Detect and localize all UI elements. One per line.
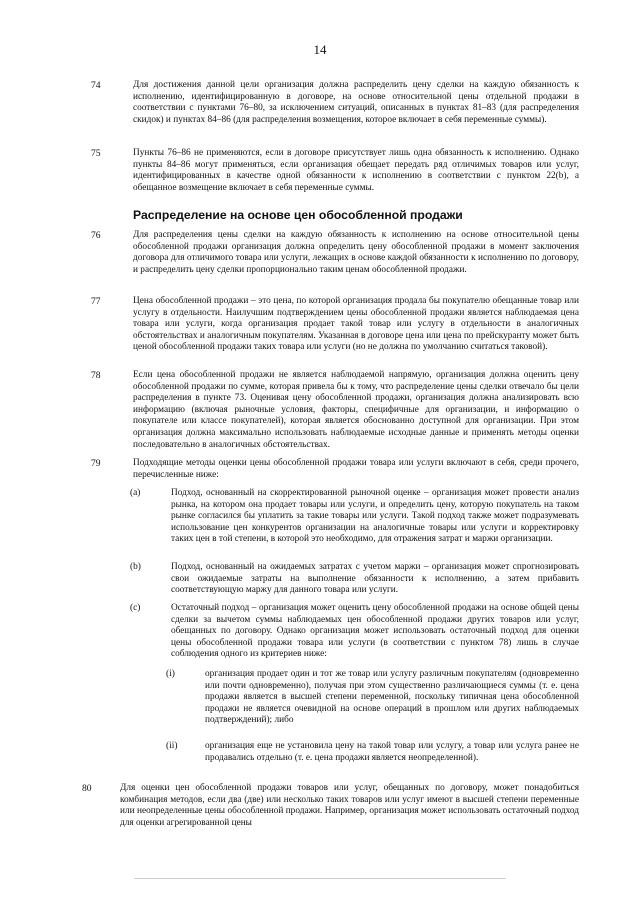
paragraph-76: Для распределения цены сделки на каждую обязанность к исполнению на основе относительной цены обособленной продажи организация должна определить цену обособленной продажи в момент заключения договора для отличимого товара или услуги, лежащих в основе каждой обязанности к исполнению по договору, и распределить цену сделки пропорционально таким ценам обособленной продажи.: [133, 230, 579, 275]
section-heading: Распределение на основе цен обособленной продажи: [133, 208, 463, 222]
paragraph-77: Цена обособленной продажи – это цена, по которой организация продала бы покупателю обещанные товар или услугу в отдельности. Наилучшим подтверждением цены обособленной продажи является наблюдаемая цена товара или услуги, когда организация продает такой товар или услугу в отдельности в аналогичных обстоятельствах и аналогичным покупателям. Указанная в договоре цена или цена по прейскуранту может быть ценой обособленной продажи таких товара или услуги (но не должна по умолчанию считаться таковой).: [133, 296, 579, 353]
paragraph-number-79: 79: [91, 458, 101, 469]
paragraph-number-80: 80: [82, 783, 92, 794]
subitem-label-ii: (ii): [166, 741, 178, 751]
bottom-divider: [134, 878, 506, 879]
item-a: Подход, основанный на скорректированной рыночной оценке – организация может провести анализ рынка, на котором она продает товары или услуги, и определить цену, которую покупатель на таком рынке согласился бы уплатить за такие товары или услуги. Такой подход также может подразумевать использование цен конкурентов организации на аналогичные товары или услуги и корректировку таких цен в той степени, в которой это необходимо, для отражения затрат и маржи организации.: [171, 488, 579, 545]
subitem-ii: организация еще не установила цену на такой товар или услугу, а товар или услуга ранее не продавались отдельно (т. е. цена продажи является неопределенной).: [205, 741, 579, 763]
paragraph-number-77: 77: [91, 296, 101, 307]
paragraph-number-75: 75: [91, 148, 101, 159]
paragraph-78: Если цена обособленной продажи не является наблюдаемой напрямую, организация должна оценить цену обособленной продажи по сумме, которая привела бы к тому, что распределение цены сделки отвечало бы цели распределения в пункте 73. Оценивая цену обособленной продажи, организация должна анализировать всю информацию (включая рыночные условия, факторы, специфичные для организации, и информацию о покупателе или классе покупателей), которая является обоснованно доступной для организации. При этом организация должна максимально использовать наблюдаемые исходные данные и применять методы оценки последовательно в аналогичных обстоятельствах.: [133, 370, 579, 450]
item-label-b: (b): [130, 562, 141, 572]
paragraph-79: Подходящие методы оценки цены обособленной продажи товара или услуги включают в себя, среди прочего, перечисленные ниже:: [133, 458, 579, 480]
item-c: Остаточный подход – организация может оценить цену обособленной продажи на основе общей цены сделки за вычетом суммы наблюдаемых цен обособленной продажи других товаров или услуг, обещанных по договору. Однако организация может использовать остаточный подход для оценки цены обособленной продажи товара или услуги (в соответствии с пунктом 78) лишь в случае соблюдения одного из критериев ниже:: [171, 603, 579, 660]
paragraph-80: Для оценки цен обособленной продажи товаров или услуг, обещанных по договору, может понадобиться комбинация методов, если два (две) или несколько таких товаров или услуг имеют в высшей степени переменные или неопределенные цены обособленной продажи. Например, организация может использовать остаточный подход для оценки агрегированной цены: [120, 783, 579, 828]
item-label-c: (c): [130, 603, 141, 613]
subitem-i: организация продает один и тот же товар или услугу различным покупателям (одновременно или почти одновременно), получая при этом существенно различающиеся суммы (т. е. цена продажи является в высшей степени переменной, поскольку типичная цена обособленной продажи не является очевидной на основе операций в прошлом или других наблюдаемых подтверждений); либо: [205, 669, 579, 726]
paragraph-number-76: 76: [91, 230, 101, 241]
paragraph-number-78: 78: [91, 370, 101, 381]
paragraph-number-74: 74: [91, 80, 101, 91]
paragraph-75: Пункты 76–86 не применяются, если в договоре присутствует лишь одна обязанность к исполнению. Однако пункты 84–86 могут применяться, если организация обещает передать ряд отличимых товаров или услуг, идентифицированных в качестве одной обязанности к исполнению в соответствии с пунктом 22(b), а обещанное возмещение включает в себя переменные суммы.: [133, 148, 579, 193]
subitem-label-i: (i): [166, 669, 175, 679]
paragraph-74: Для достижения данной цели организация должна распределить цену сделки на каждую обязанность к исполнению, идентифицированную в договоре, на основе относительной цены отдельной продажи в соответствии с пунктами 76–80, за исключением ситуаций, описанных в пунктах 81–83 (для распределения скидок) и пунктах 84–86 (для распределения возмещения, которое включает в себя переменные суммы).: [133, 80, 579, 125]
page-number: 14: [313, 42, 327, 57]
item-label-a: (a): [130, 488, 141, 498]
item-b: Подход, основанный на ожидаемых затратах с учетом маржи – организация может спрогнозировать свои ожидаемые затраты на выполнение обязанности к исполнению, а затем прибавить соответствующую маржу для данного товара или услуги.: [171, 562, 579, 596]
